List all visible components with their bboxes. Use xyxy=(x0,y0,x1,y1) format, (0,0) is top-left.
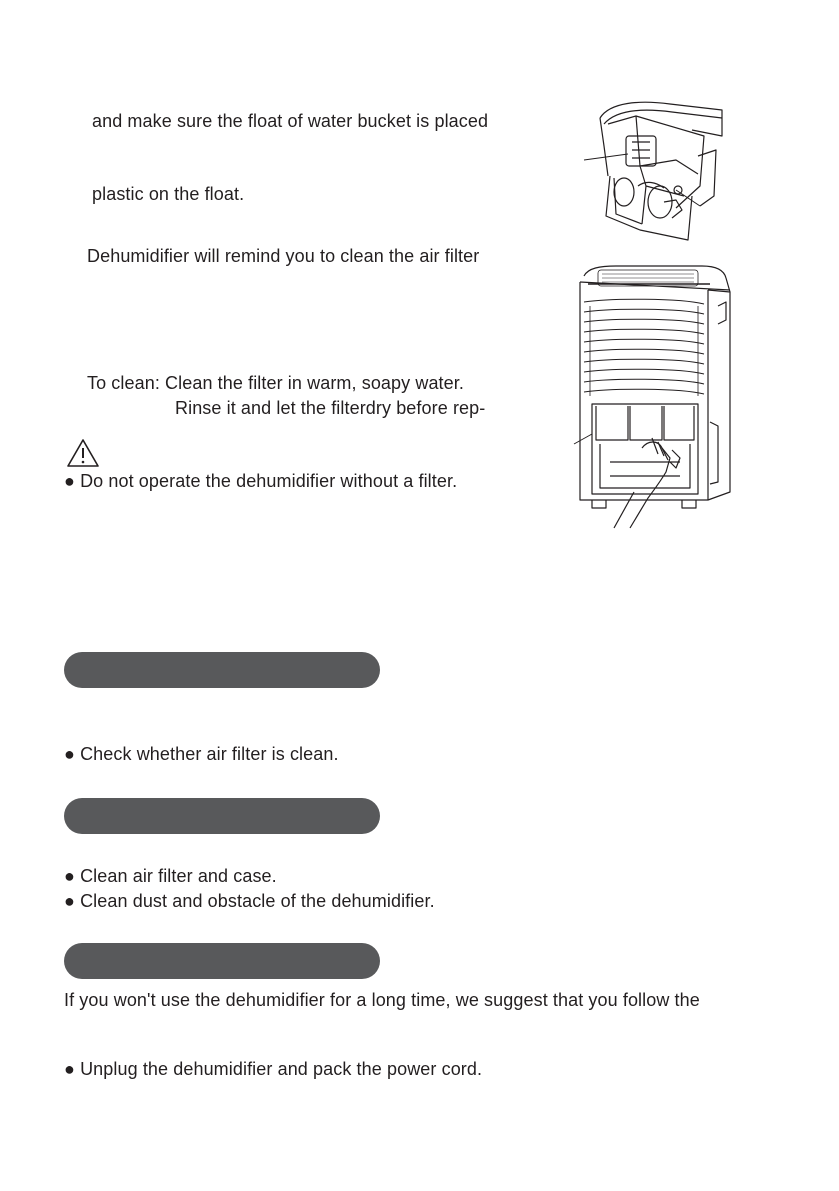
filter-reminder-text: Dehumidifier will remind you to clean the air filter xyxy=(87,246,480,266)
rinse-instruction-text: Rinse it and let the filterdry before rep- xyxy=(175,398,486,418)
section-header-pill-clean xyxy=(64,798,380,834)
float-instruction-text: and make sure the float of water bucket is placed xyxy=(92,111,489,131)
section-header-pill-storage xyxy=(64,943,380,979)
warning-triangle-icon xyxy=(66,438,100,468)
float-plastic-text: plastic on the float. xyxy=(92,184,245,204)
clean-filter-case-text: ● Clean air filter and case. xyxy=(64,866,277,886)
check-filter-text: ● Check whether air filter is clean. xyxy=(64,744,339,764)
section-header-pill-check xyxy=(64,652,380,688)
dehumidifier-filter-removal-illustration xyxy=(570,262,746,530)
clean-instruction-text: To clean: Clean the filter in warm, soapy water. xyxy=(87,373,464,393)
water-bucket-float-illustration xyxy=(580,96,726,246)
unplug-text: ● Unplug the dehumidifier and pack the power cord. xyxy=(64,1059,483,1079)
storage-intro-text: If you won't use the dehumidifier for a long time, we suggest that you follow the xyxy=(64,990,700,1010)
warning-text: ● Do not operate the dehumidifier without a filter. xyxy=(64,471,458,491)
clean-dust-text: ● Clean dust and obstacle of the dehumidifier. xyxy=(64,891,435,911)
